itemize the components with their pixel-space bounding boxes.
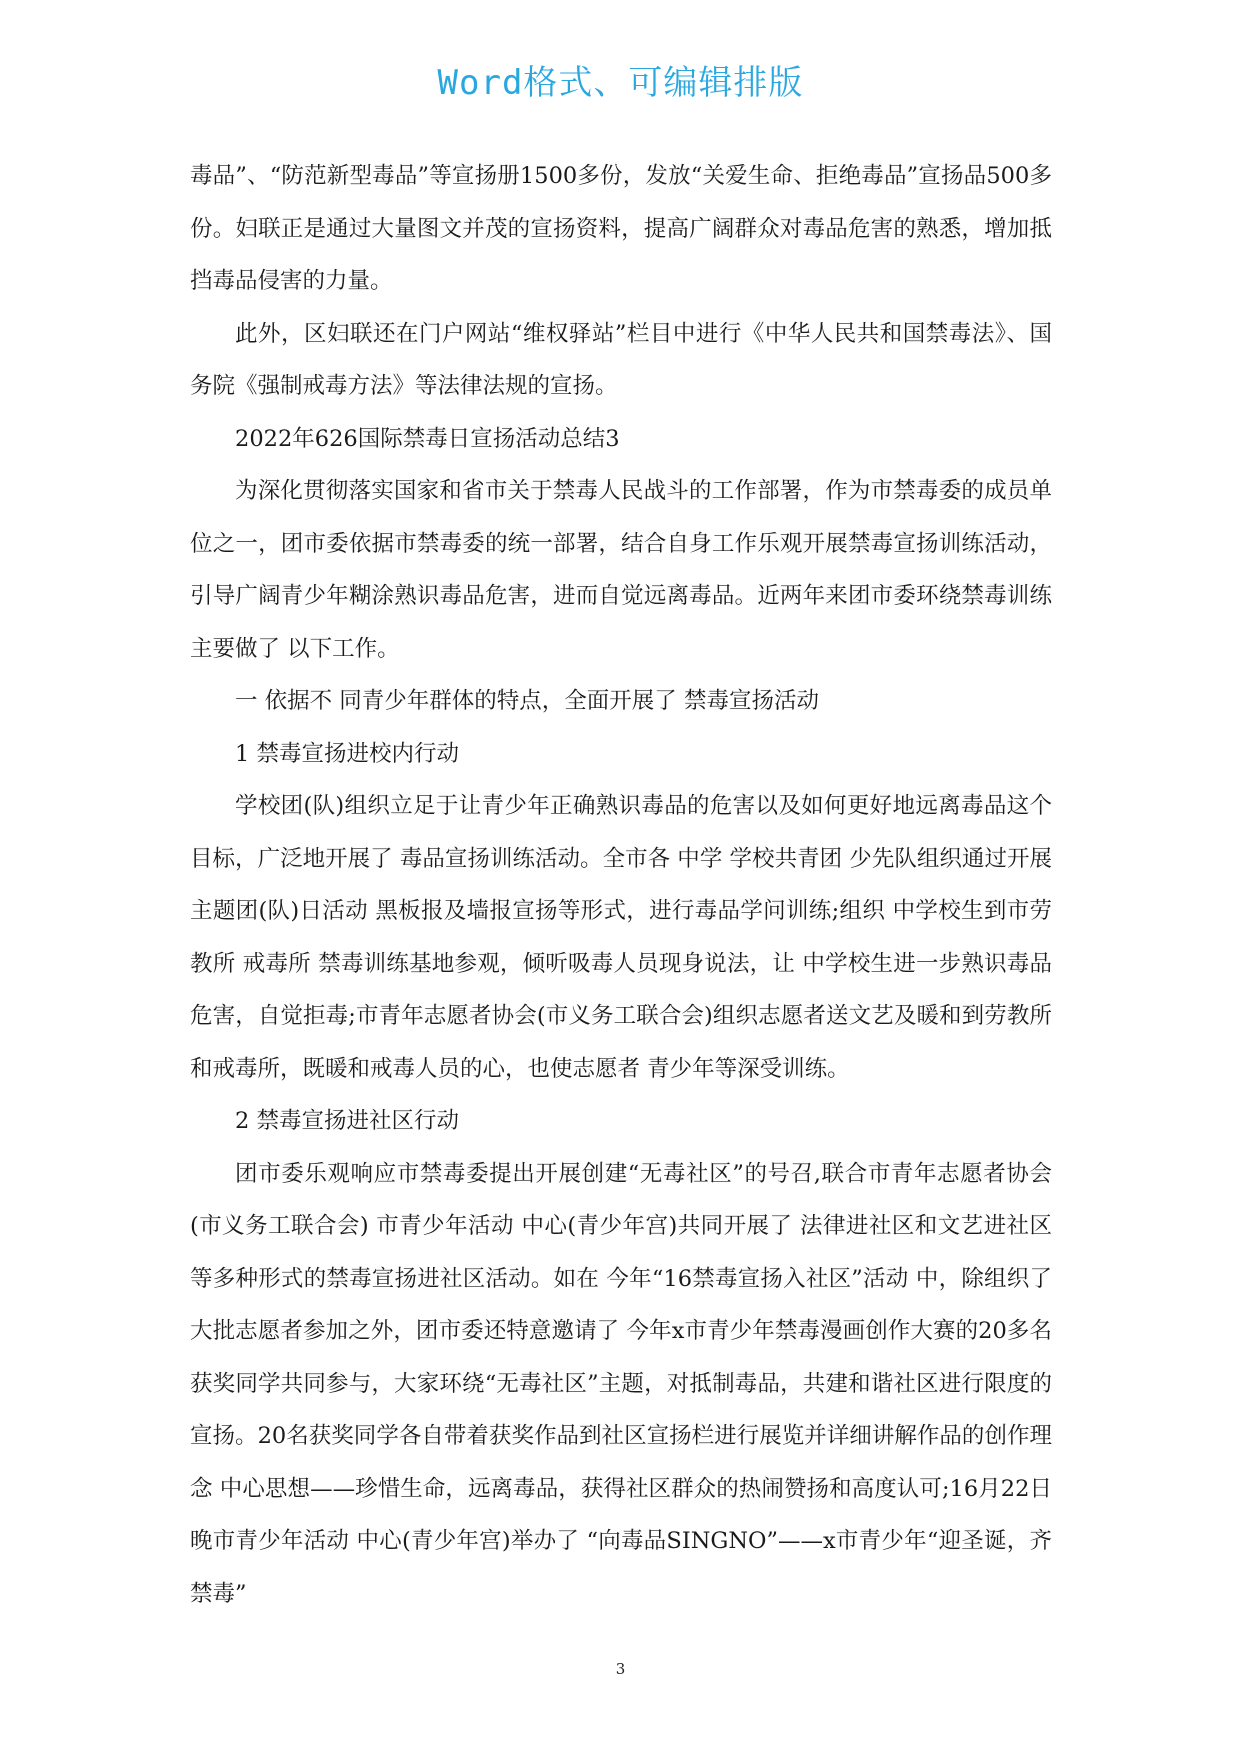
section-heading-summary-3: 2022年626国际禁毒日宣扬活动总结3 (235, 425, 620, 452)
paragraph-2: 此外，区妇联还在门户网站“维权驿站”栏目中进行《中华人民共和国禁毒法》、国务院《强制戒毒方法》等法律法规的宣扬。 (190, 320, 1052, 399)
page-number: 3 (615, 1660, 626, 1678)
document-body (190, 150, 1052, 1620)
paragraph-1: 毒品”、“防范新型毒品”等宣扬册1500多份，发放“关爱生命、拒绝毒品”宣扬品500多份。妇联正是通过大量图文并茂的宣扬资料，提高广阔群众对毒品危害的熟悉，增加抵挡毒品侵害的力量。 (190, 163, 1052, 294)
subheading-1-2: 2 禁毒宣扬进社区行动 (235, 1108, 459, 1134)
subheading-1-1: 1 禁毒宣扬进校内行动 (235, 740, 459, 767)
paragraph-5: 团市委乐观响应市禁毒委提出开展创建“无毒社区”的号召,联合市青年志愿者协会(市义务工联合会) 市青少年活动 中心(青少年宫)共同开展了 法律进社区和文艺进社区等多种形式的禁毒宣扬进社区活动。如在 今年“16禁毒宣扬入社区”活动 中，除组织了 大批志愿者参加之外，团市委还特意邀请了 今年x市青少年禁毒漫画创作大赛的20多名获奖同学共同参与，大家环绕“无毒社区”主题，对抵制毒品，共建和谐社区进行限度的宣扬。20名获奖同学各自带着获奖作品到社区宣扬栏进行展览并详细讲解作品的创作理念 中心思想——珍惜生命，远离毒品，获得社区群众的热闹赞扬和高度认可;16月22日晚市青少年活动 中心(青少年宫)举办了 “向毒品SINGNO”——x市青少年“迎圣诞，齐禁毒” (190, 1160, 1052, 1607)
subheading-1: 一 依据不 同青少年群体的特点，全面开展了 禁毒宣扬活动 (235, 688, 819, 714)
paragraph-4: 学校团(队)组织立足于让青少年正确熟识毒品的危害以及如何更好地远离毒品这个目标，广泛地开展了 毒品宣扬训练活动。全市各 中学 学校共青团 少先队组织通过开展主题团(队)日活动 黑板报及墙报宣扬等形式，进行毒品学问训练;组织 中学校生到市劳教所 戒毒所 禁毒训练基地参观，倾听吸毒人员现身说法，让 中学校生进一步熟识毒品危害，自觉拒毒;市青年志愿者协会(市义务工联合会)组织志愿者送文艺及暖和到劳教所和戒毒所，既暖和戒毒人员的心，也使志愿者 青少年等深受训练。 (190, 793, 1052, 1082)
paragraph-3: 为深化贯彻落实国家和省市关于禁毒人民战斗的工作部署，作为市禁毒委的成员单位之一，团市委依据市禁毒委的统一部署，结合自身工作乐观开展禁毒宣扬训练活动，引导广阔青少年糊涂熟识毒品危害，进而自觉远离毒品。近两年来团市委环绕禁毒训练主要做了 以下工作。 (190, 478, 1052, 662)
page-header-title: Word格式、可编辑排版 (437, 63, 804, 103)
